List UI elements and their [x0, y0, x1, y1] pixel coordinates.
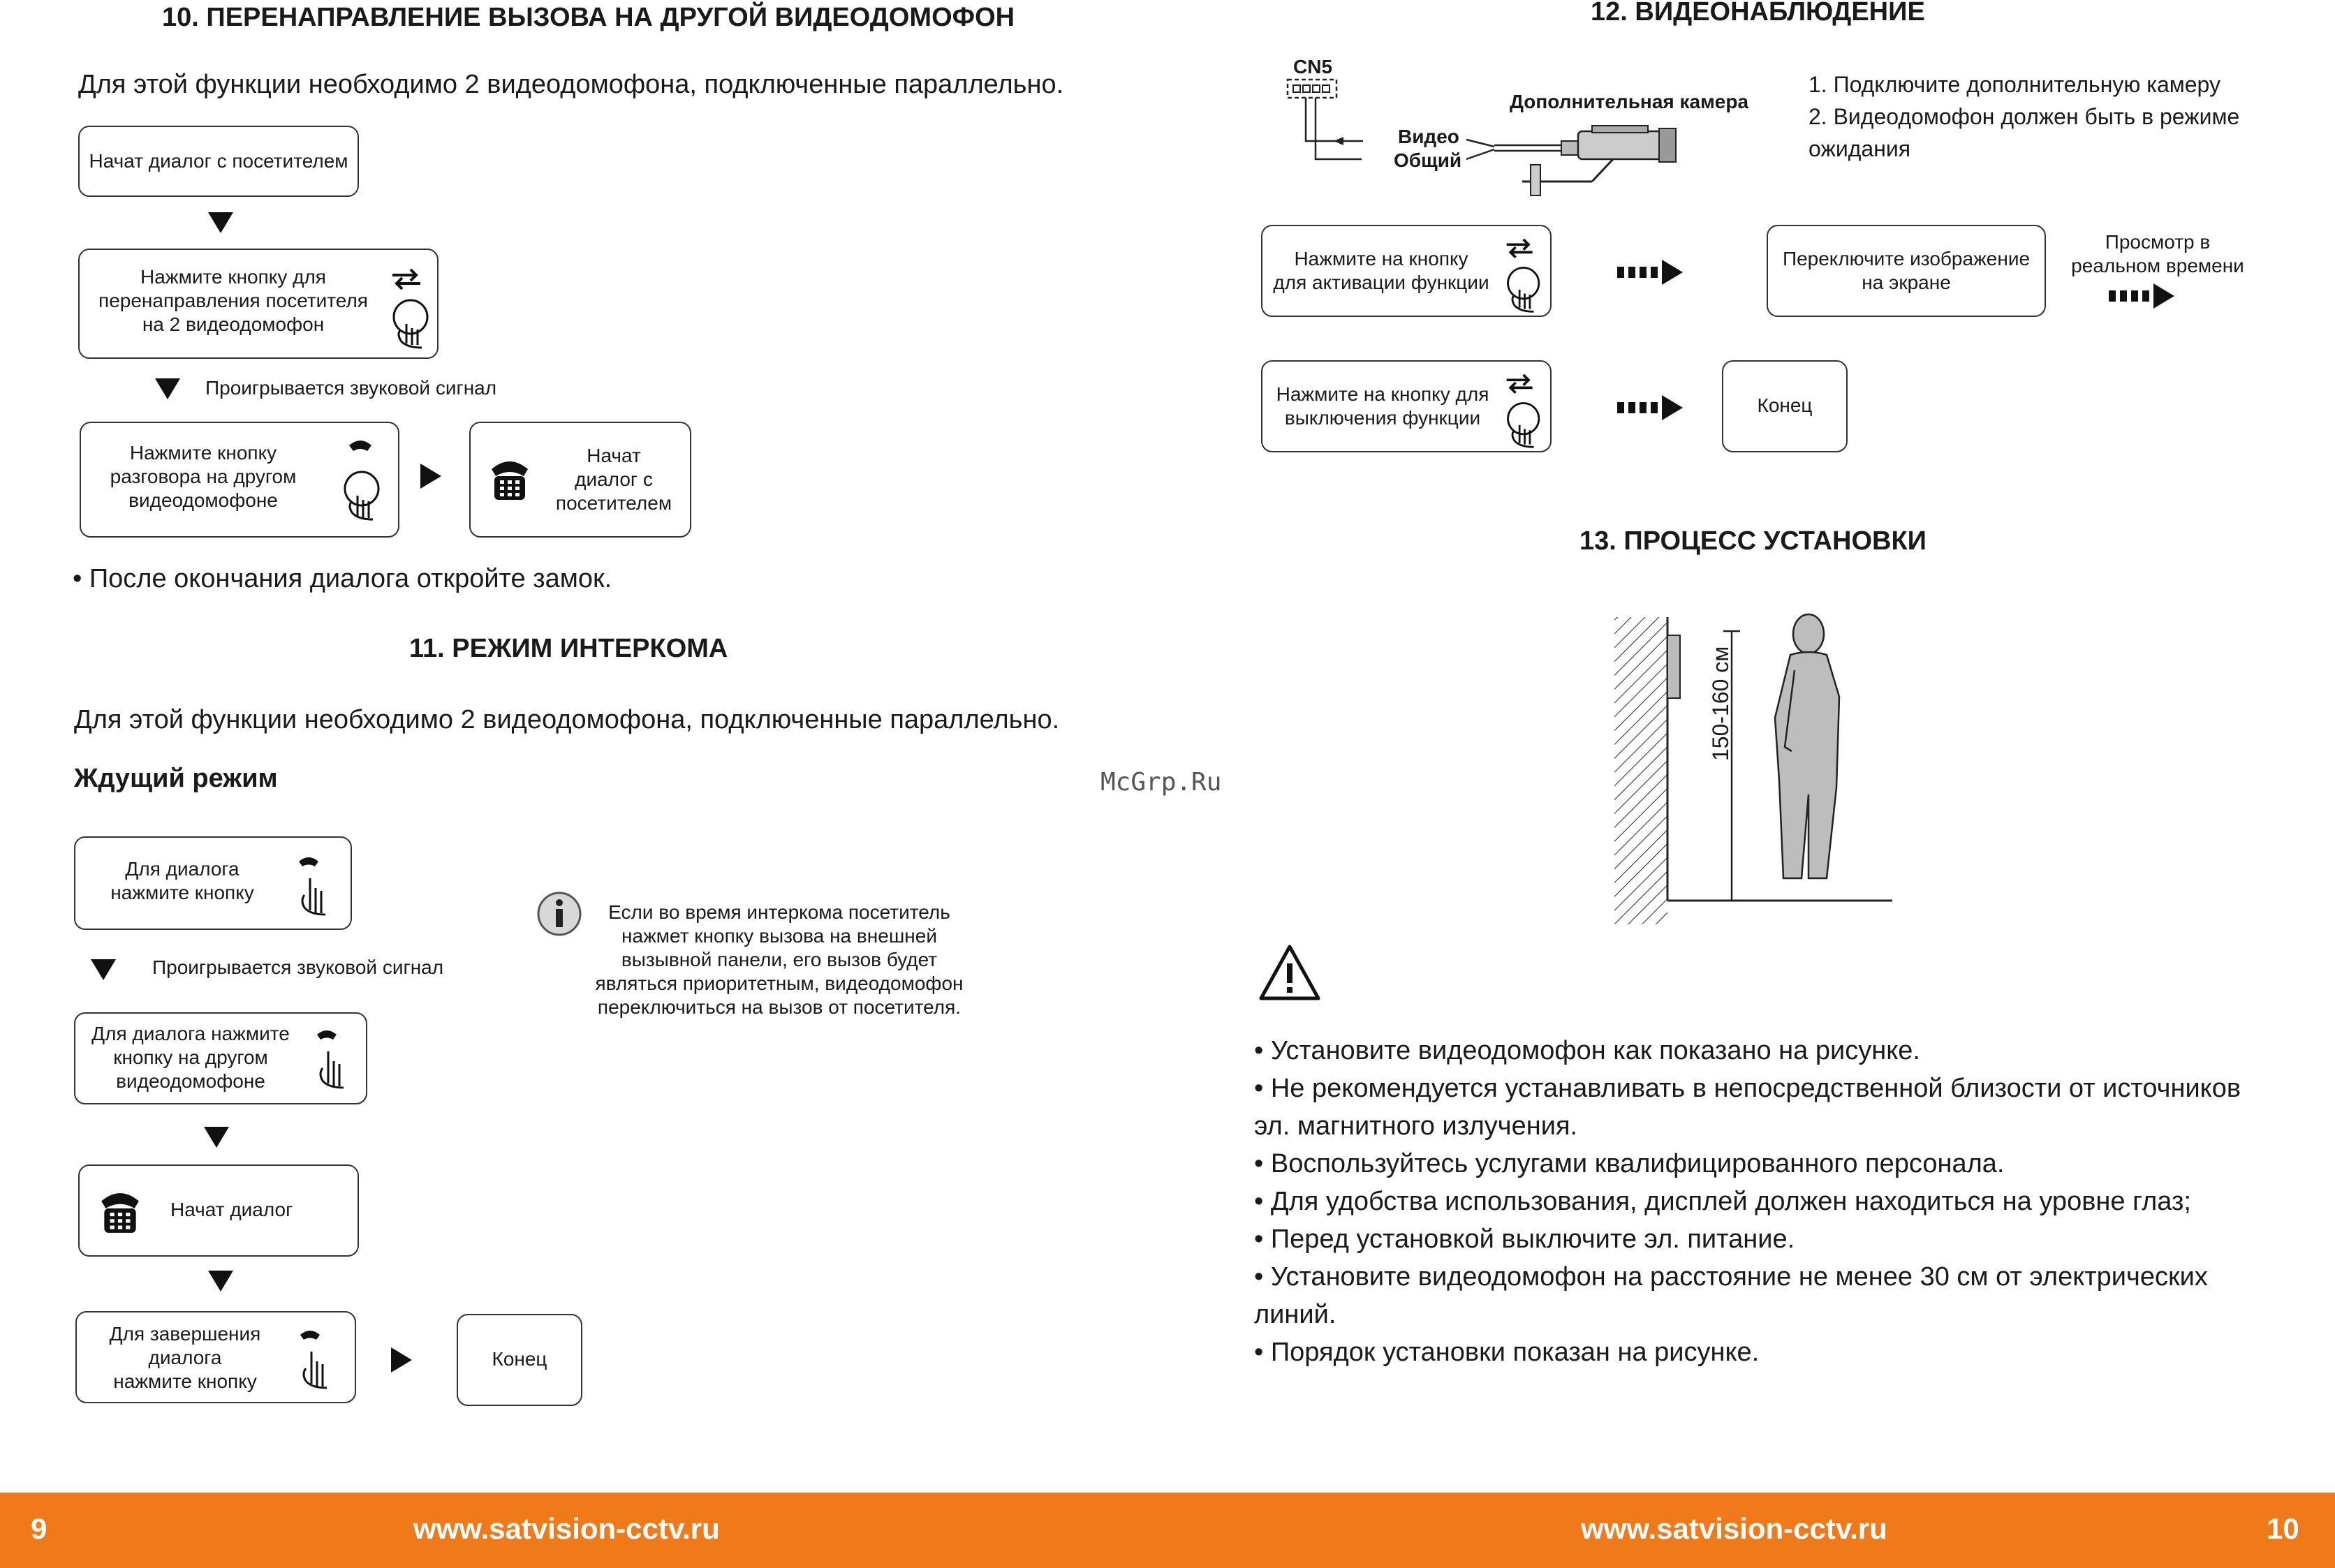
s11-box-press-dialog — [74, 836, 352, 930]
s11-box-dialog-started — [78, 1164, 359, 1257]
arrow-right-icon — [420, 464, 441, 489]
section-11-intro: Для этой функции необходимо 2 видеодомофона, подключенные параллельно. — [74, 705, 1060, 734]
section-10-intro: Для этой функции необходимо 2 видеодомофона, подключенные параллельно. — [78, 70, 1064, 99]
s10-box-dialog-visitor — [469, 422, 691, 538]
bullet-line: эл. магнитного излучения. — [1254, 1111, 1578, 1141]
step-line: 2. Видеодомофон должен быть в режиме — [1809, 104, 2240, 129]
info-line: вызывной панели, его вызов будет — [621, 949, 938, 970]
common-label: Общий — [1394, 149, 1462, 171]
box-line: Начат диалог — [170, 1199, 293, 1220]
bullet-line: • Для удобства использования, дисплей должен находиться на уровне глаз; — [1254, 1187, 2191, 1216]
bullet-line: • Не рекомендуется устанавливать в непосредственной близости от источников — [1254, 1074, 2241, 1103]
box-line: Нажмите кнопку для — [140, 266, 326, 288]
box-line: перенаправления посетителя — [98, 290, 368, 311]
box-line: видеодомофоне — [128, 489, 278, 511]
box-line: диалога — [148, 1347, 222, 1368]
step-line: ожидания — [1809, 136, 1911, 161]
s10-box-dialog-started: Начат диалог с посетителем — [78, 126, 359, 197]
box-line: видеодомофоне — [116, 1070, 265, 1092]
dashed-arrow-icon — [1617, 394, 1701, 422]
box-line: Переключите изображение — [1782, 248, 2031, 269]
cn5-label: CN5 — [1293, 56, 1333, 77]
box-line: кнопку на другом — [113, 1046, 268, 1068]
website-link-right[interactable]: www.satvision-cctv.ru — [1581, 1512, 1887, 1545]
box-line: Для диалога нажмите — [91, 1023, 290, 1044]
section-13-title: 13. ПРОЦЕСС УСТАНОВКИ — [1579, 526, 1927, 556]
box-line: разговора на другом — [110, 466, 297, 487]
transfer-button-icon — [380, 260, 436, 350]
s12-box-activate — [1261, 225, 1552, 317]
s10-box-talk-other — [80, 422, 399, 538]
info-line: нажмет кнопку вызова на внешней — [621, 925, 937, 947]
info-line: Если во время интеркома посетитель — [608, 901, 950, 923]
info-line: являться приоритетным, видеодомофон — [595, 972, 964, 994]
box-line: нажмите кнопку — [110, 882, 254, 903]
s13-bullets — [1254, 1032, 2241, 1371]
installation-height-illustration — [1606, 600, 1899, 935]
s11-signal-label: Проигрывается звуковой сигнал — [152, 956, 444, 978]
s10-note: • После окончания диалога откройте замок. — [73, 564, 612, 593]
camera-label: Дополнительная камера — [1510, 91, 1749, 112]
page-number-left: 9 — [31, 1512, 47, 1545]
footer-bar — [0, 1493, 2335, 1568]
box-line: Начат — [587, 445, 641, 466]
bullet-line: • Перед установкой выключите эл. питание. — [1254, 1225, 1795, 1254]
s10-signal-label: Проигрывается звуковой сигнал — [205, 377, 497, 399]
monitor-button-icon — [1493, 230, 1549, 314]
box-line: нажмите кнопку — [113, 1370, 257, 1392]
s11-box-other-intercom — [74, 1012, 367, 1104]
telephone-icon — [98, 1190, 142, 1236]
hangup-button-icon — [286, 1324, 342, 1393]
height-label: 150-160 см — [1708, 646, 1733, 761]
talk-button-icon — [303, 1023, 359, 1093]
section-10-title: 10. ПЕРЕНАПРАВЛЕНИЕ ВЫЗОВА НА ДРУГОЙ ВИДЕОДОМОФОН — [162, 3, 1015, 32]
step-line: 1. Подключите дополнительную камеру — [1809, 72, 2220, 97]
s12-box-deactivate — [1261, 360, 1552, 452]
arrow-right-icon — [391, 1347, 412, 1373]
box-line: диалог с — [575, 468, 653, 490]
box-line: выключения функции — [1284, 407, 1481, 429]
website-link-left[interactable]: www.satvision-cctv.ru — [413, 1512, 720, 1545]
box-line: Для диалога — [125, 858, 240, 880]
warning-icon — [1257, 942, 1323, 1003]
monitor-button-icon — [1493, 366, 1549, 450]
box-line: на 2 видеодомофон — [142, 313, 325, 335]
arrow-down-icon — [204, 1127, 229, 1148]
arrow-down-icon — [208, 1271, 233, 1292]
s12-box-switch — [1767, 225, 2046, 317]
box-line: реальном времени — [2071, 255, 2244, 276]
talk-button-icon — [324, 430, 394, 528]
box-line: посетителем — [555, 492, 672, 514]
s11-standby-heading: Ждущий режим — [74, 764, 278, 793]
bullet-line: • Установите видеодомофон на расстояние не менее 30 см от электрических — [1254, 1262, 2208, 1292]
s12-steps — [1809, 68, 2239, 165]
box-line: Нажмите на кнопку для — [1276, 383, 1489, 405]
dashed-arrow-icon — [1617, 258, 1701, 286]
arrow-down-icon — [91, 959, 116, 980]
telephone-icon — [489, 458, 531, 503]
info-line: переключиться на вызов от посетителя. — [597, 996, 962, 1018]
talk-button-icon — [285, 850, 341, 920]
page-number-right: 10 — [2267, 1512, 2299, 1545]
s11-box-end: Конец — [457, 1314, 582, 1406]
box-line: на экране — [1862, 272, 1951, 293]
box-line: Нажмите на кнопку — [1294, 248, 1468, 269]
arrow-down-icon — [155, 378, 180, 399]
dashed-arrow-icon — [2109, 282, 2193, 310]
video-label: Видео — [1398, 126, 1459, 147]
s11-info-text — [584, 901, 975, 1019]
box-line: Для завершения — [109, 1323, 261, 1345]
arrow-down-icon — [208, 212, 233, 233]
s10-box-redirect — [78, 249, 439, 359]
box-line: для активации функции — [1273, 272, 1489, 293]
watermark: McGrp.Ru — [1100, 768, 1222, 797]
box-line: Нажмите кнопку — [129, 442, 277, 464]
s12-realtime-label — [2060, 230, 2255, 278]
section-11-title: 11. РЕЖИМ ИНТЕРКОМА — [409, 634, 728, 663]
s11-box-end-dialog — [75, 1311, 356, 1403]
info-icon — [535, 889, 584, 938]
bullet-line: линий. — [1254, 1300, 1336, 1329]
bullet-line: • Порядок установки показан на рисунке. — [1254, 1338, 1760, 1367]
bullet-line: • Установите видеодомофон как показано на рисунке. — [1254, 1036, 1920, 1065]
bullet-line: • Воспользуйтесь услугами квалифицированного персонала. — [1254, 1149, 2005, 1178]
box-line: Просмотр в — [2105, 231, 2211, 253]
s12-box-end: Конец — [1722, 360, 1848, 452]
section-12-title: 12. ВИДЕОНАБЛЮДЕНИЕ — [1591, 0, 1925, 27]
